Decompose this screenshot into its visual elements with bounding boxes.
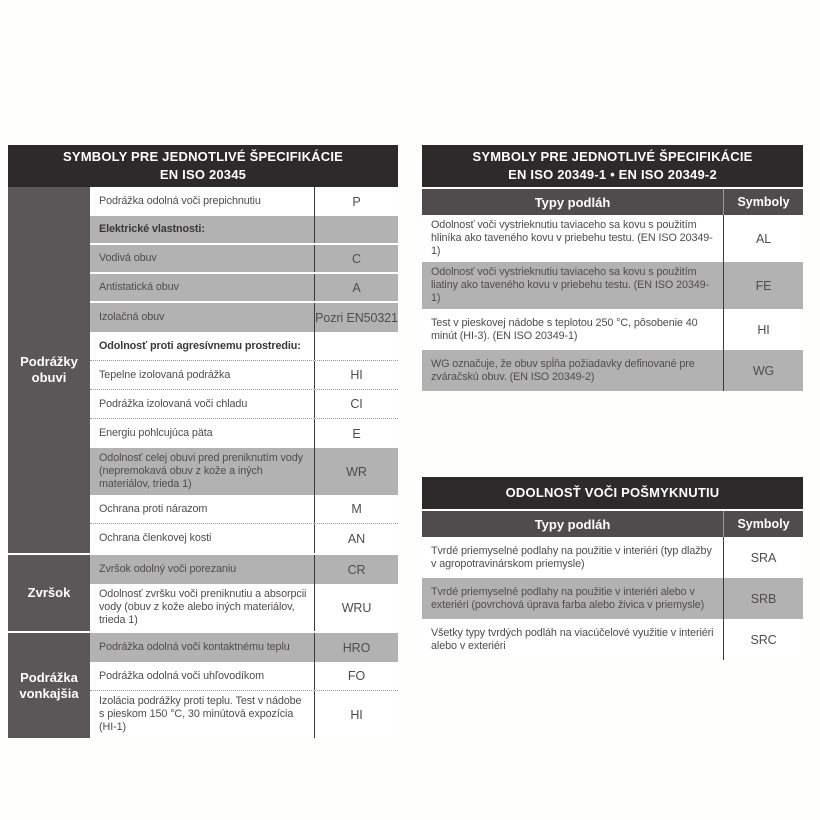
table-row xyxy=(90,245,398,274)
row-description: WG označuje, že obuv spĺňa požiadavky definované pre zváračskú obuv. (EN ISO 20349-2) xyxy=(431,357,695,383)
row-description: Odolnosť voči vystrieknutiu taviaceho sa kovu s použitím hliníka ako taveného kovu v priebehu testu. (EN ISO 20349-1) xyxy=(431,219,713,257)
row-description: Odolnosť voči vystrieknutiu taviaceho sa kovu s použitím liatiny ako taveného kovu v priebehu testu. (EN ISO 20349-1) xyxy=(431,266,710,304)
row-group-rows xyxy=(90,187,398,553)
row-symbol: SRA xyxy=(723,537,803,578)
table-row-group xyxy=(8,631,398,738)
table-row xyxy=(90,332,398,361)
row-description: Podrážka odolná voči uhľovodíkom xyxy=(99,669,265,682)
table-row xyxy=(422,350,803,391)
row-symbol xyxy=(314,332,398,360)
row-symbol: P xyxy=(314,187,398,216)
row-group-label: Podrážka vonkajšia xyxy=(8,633,90,738)
row-symbol: WRU xyxy=(314,584,398,631)
column-header-row xyxy=(422,509,803,537)
table-row-group xyxy=(8,187,398,553)
column-header-symbols: Symboly xyxy=(723,511,803,537)
column-header-row xyxy=(422,187,803,215)
row-symbol: SRB xyxy=(723,578,803,619)
row-symbol: C xyxy=(314,245,398,272)
row-symbol: HI xyxy=(314,361,398,389)
en-iso-20345-table xyxy=(8,145,398,738)
table-row xyxy=(90,555,398,584)
table-row xyxy=(90,662,398,691)
en-iso-20349-table xyxy=(422,145,803,391)
row-description: Elektrické vlastnosti: xyxy=(99,223,205,235)
table-row xyxy=(90,419,398,448)
column-header-symbols: Symboly xyxy=(723,189,803,215)
row-symbol: HRO xyxy=(314,633,398,662)
slip-resistance-table xyxy=(422,477,803,660)
table-row xyxy=(90,361,398,390)
table-title-line1: SYMBOLY PRE JEDNOTLIVÉ ŠPECIFIKÁCIE xyxy=(62,149,344,164)
row-symbol: E xyxy=(314,419,398,448)
row-description: Odolnosť celej obuvi pred preniknutím vody (nepremokavá obuv z kože a iných materiálov, trieda 1) xyxy=(99,452,303,490)
row-group-label: Zvršok xyxy=(8,555,90,631)
table-row xyxy=(90,216,398,245)
row-symbol: WG xyxy=(723,350,803,391)
table-row xyxy=(90,691,398,738)
table-body xyxy=(422,215,803,391)
row-description: Odolnosť proti agresívnemu prostrediu: xyxy=(99,339,301,352)
row-description: Podrážka odolná voči prepichnutiu xyxy=(99,195,261,207)
table-row xyxy=(422,619,803,660)
table-row xyxy=(90,274,398,303)
row-symbol: AL xyxy=(723,215,803,262)
row-group-label: Podrážky obuvi xyxy=(8,187,90,553)
table-row xyxy=(90,448,398,495)
row-symbol: HI xyxy=(314,691,398,738)
table-title-line1: SYMBOLY PRE JEDNOTLIVÉ ŠPECIFIKÁCIE xyxy=(472,149,753,164)
row-symbol: M xyxy=(314,495,398,523)
table-row xyxy=(90,390,398,419)
row-group-rows xyxy=(90,633,398,738)
row-description: Ochrana proti nárazom xyxy=(99,502,208,515)
row-symbol: AN xyxy=(314,524,398,553)
row-description: Odolnosť zvršku voči preniknutiu a absorpcii vody (obuv z kože alebo iných materiálov, trieda 1) xyxy=(99,588,307,626)
row-description: Vodivá obuv xyxy=(99,252,157,264)
row-description: Ochrana členkovej kosti xyxy=(99,532,212,544)
row-description: Test v pieskovej nádobe s teplotou 250 °C, pôsobenie 40 minút (HI-3). (EN ISO 20349-1) xyxy=(431,316,698,342)
row-description: Podrážka odolná voči kontaktnému teplu xyxy=(99,641,290,653)
table-row xyxy=(90,633,398,662)
row-description: Tvrdé priemyselné podlahy na použitie v interiéri (typ dlažby v agropotravinárskom priemysle) xyxy=(431,544,712,570)
row-symbol: HI xyxy=(723,309,803,350)
table-row xyxy=(90,303,398,332)
row-description: Izolácia podrážky proti teplu. Test v nádobe s pieskom 150 °C, 30 minútová expozícia (HI-1) xyxy=(99,695,302,733)
row-description: Energiu pohlcujúca päta xyxy=(99,427,213,439)
row-description: Tvrdé priemyselné podlahy na použitie v interiéri alebo v exteriéri (povrchová úprava farba alebo živica v priemysle) xyxy=(431,585,705,611)
table-row xyxy=(422,215,803,262)
row-symbol: SRC xyxy=(723,619,803,660)
row-symbol: FE xyxy=(723,262,803,309)
row-symbol: WR xyxy=(314,448,398,495)
table-title xyxy=(8,145,398,187)
table-body xyxy=(8,187,398,738)
column-header-floor-types: Typy podláh xyxy=(534,194,611,210)
row-symbol: Pozri EN50321 xyxy=(314,303,398,332)
table-row xyxy=(422,309,803,350)
table-body xyxy=(422,537,803,660)
table-row xyxy=(90,524,398,553)
row-symbol: CR xyxy=(314,555,398,584)
row-description: Všetky typy tvrdých podláh na viacúčelové využitie v interiéri alebo v exteriéri xyxy=(431,626,714,652)
row-description: Izolačná obuv xyxy=(99,311,165,323)
table-title: ODOLNOSŤ VOČI POŠMYKNUTIU xyxy=(422,477,803,509)
row-symbol xyxy=(314,216,398,243)
table-title-line2: EN ISO 20349-1 • EN ISO 20349-2 xyxy=(508,167,717,182)
column-header-floor-types: Typy podláh xyxy=(534,516,611,532)
row-description: Antistatická obuv xyxy=(99,281,179,293)
table-row xyxy=(422,262,803,309)
table-row xyxy=(90,187,398,216)
table-title xyxy=(422,145,803,187)
table-row xyxy=(90,584,398,631)
row-description: Zvršok odolný voči porezaniu xyxy=(99,563,237,575)
row-symbol: FO xyxy=(314,662,398,690)
row-description: Podrážka izolovaná voči chladu xyxy=(99,397,248,410)
row-symbol: A xyxy=(314,274,398,301)
row-symbol: CI xyxy=(314,390,398,418)
table-row-group xyxy=(8,553,398,631)
table-row xyxy=(90,495,398,524)
row-group-rows xyxy=(90,555,398,631)
table-row xyxy=(422,578,803,619)
table-title-line2: EN ISO 20345 xyxy=(159,167,247,182)
row-description: Tepelne izolovaná podrážka xyxy=(99,368,231,381)
table-row xyxy=(422,537,803,578)
